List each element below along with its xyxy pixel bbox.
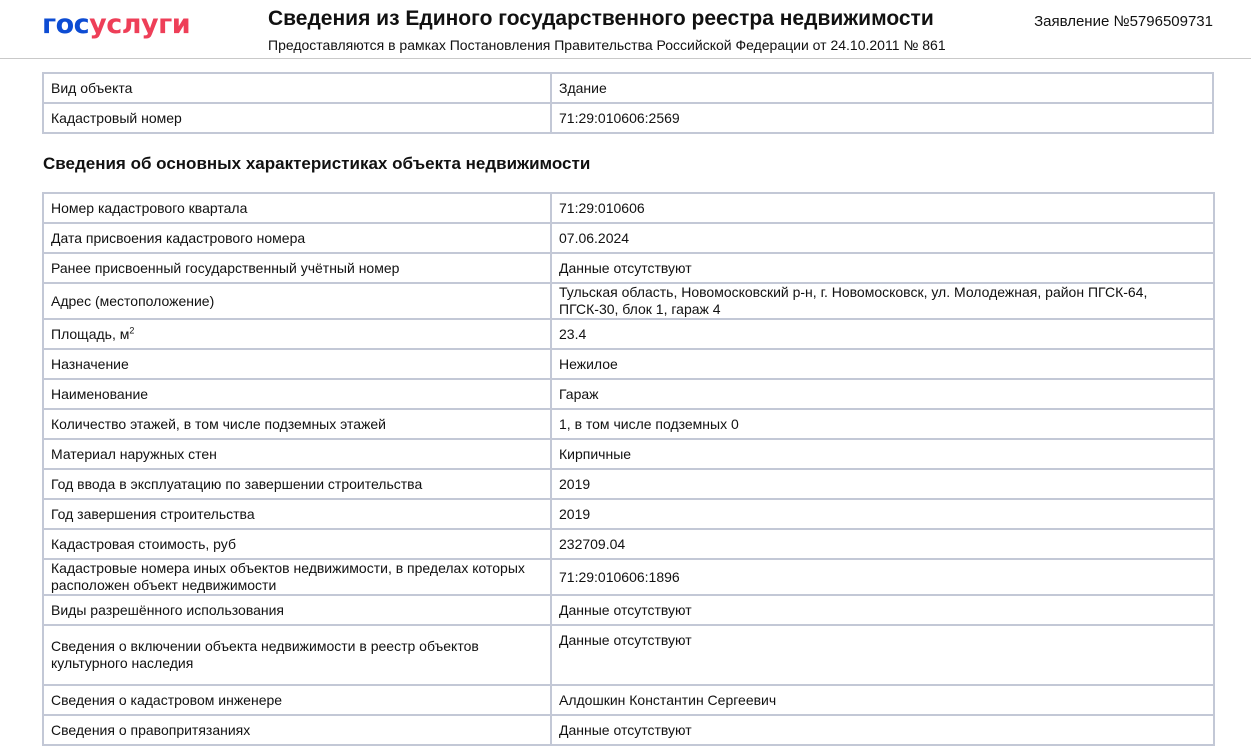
table-row xyxy=(43,409,1214,439)
row-label: Наименование xyxy=(43,379,551,409)
row-value: Данные отсутствуют xyxy=(551,253,1214,283)
row-label: Год завершения строительства xyxy=(43,499,551,529)
row-label: Сведения о включении объекта недвижимости в реестр объектов культурного наследия xyxy=(43,625,551,685)
row-label: Год ввода в эксплуатацию по завершении строительства xyxy=(43,469,551,499)
row-label: Кадастровый номер xyxy=(43,103,551,133)
table-row xyxy=(43,193,1214,223)
table-row xyxy=(43,685,1214,715)
row-value: 71:29:010606:2569 xyxy=(551,103,1213,133)
row-label: Ранее присвоенный государственный учётный номер xyxy=(43,253,551,283)
table-row xyxy=(43,349,1214,379)
row-label: Дата присвоения кадастрового номера xyxy=(43,223,551,253)
table-row xyxy=(43,595,1214,625)
row-label: Материал наружных стен xyxy=(43,439,551,469)
row-value: Тульская область, Новомосковский р-н, г. Новомосковск, ул. Молодежная, район ПГСК-64, ПГСК-30, блок 1, гараж 4 xyxy=(551,283,1214,319)
row-value: 23.4 xyxy=(551,319,1214,349)
logo-part-gos: гос xyxy=(42,9,90,40)
row-value: Здание xyxy=(551,73,1213,103)
row-value: 232709.04 xyxy=(551,529,1214,559)
row-label: Количество этажей, в том числе подземных этажей xyxy=(43,409,551,439)
row-label: Кадастровая стоимость, руб xyxy=(43,529,551,559)
table-row xyxy=(43,559,1214,595)
row-label: Адрес (местоположение) xyxy=(43,283,551,319)
characteristics-table xyxy=(42,192,1215,746)
gosuslugi-logo xyxy=(42,8,190,42)
row-label xyxy=(43,319,551,349)
row-label: Кадастровые номера иных объектов недвижимости, в пределах которых расположен объект недвижимости xyxy=(43,559,551,595)
table-row xyxy=(43,73,1213,103)
row-value: Данные отсутствуют xyxy=(551,595,1214,625)
row-value: 07.06.2024 xyxy=(551,223,1214,253)
document-subtitle: Предоставляются в рамках Постановления Правительства Российской Федерации от 24.10.2011 № 861 xyxy=(268,37,946,53)
row-value: Кирпичные xyxy=(551,439,1214,469)
row-label: Сведения о кадастровом инженере xyxy=(43,685,551,715)
row-label: Вид объекта xyxy=(43,73,551,103)
table-row xyxy=(43,319,1214,349)
row-value: Данные отсутствуют xyxy=(551,715,1214,745)
table-row xyxy=(43,223,1214,253)
table-row xyxy=(43,439,1214,469)
object-info-table xyxy=(42,72,1214,134)
row-value: 71:29:010606:1896 xyxy=(551,559,1214,595)
table-row xyxy=(43,103,1213,133)
page-header xyxy=(0,0,1251,59)
row-value: Данные отсутствуют xyxy=(551,625,1214,685)
table-row xyxy=(43,379,1214,409)
row-value: 1, в том числе подземных 0 xyxy=(551,409,1214,439)
row-label: Назначение xyxy=(43,349,551,379)
application-number: Заявление №5796509731 xyxy=(1034,13,1213,30)
logo-part-uslugi: услуги xyxy=(89,9,191,40)
row-value: Алдошкин Константин Сергеевич xyxy=(551,685,1214,715)
table-row xyxy=(43,529,1214,559)
area-label-text: Площадь, м xyxy=(51,325,130,342)
table-row xyxy=(43,283,1214,319)
document-title: Сведения из Единого государственного реестра недвижимости xyxy=(268,7,934,30)
area-unit-superscript: 2 xyxy=(129,324,135,335)
row-value: Гараж xyxy=(551,379,1214,409)
section-title: Сведения об основных характеристиках объекта недвижимости xyxy=(43,154,591,173)
table-row xyxy=(43,253,1214,283)
table-row xyxy=(43,625,1214,685)
row-label: Сведения о правопритязаниях xyxy=(43,715,551,745)
row-value: 71:29:010606 xyxy=(551,193,1214,223)
row-value: Нежилое xyxy=(551,349,1214,379)
row-label: Номер кадастрового квартала xyxy=(43,193,551,223)
table-row xyxy=(43,499,1214,529)
table-row xyxy=(43,469,1214,499)
row-value: 2019 xyxy=(551,469,1214,499)
table-row xyxy=(43,715,1214,745)
row-value: 2019 xyxy=(551,499,1214,529)
row-label: Виды разрешённого использования xyxy=(43,595,551,625)
